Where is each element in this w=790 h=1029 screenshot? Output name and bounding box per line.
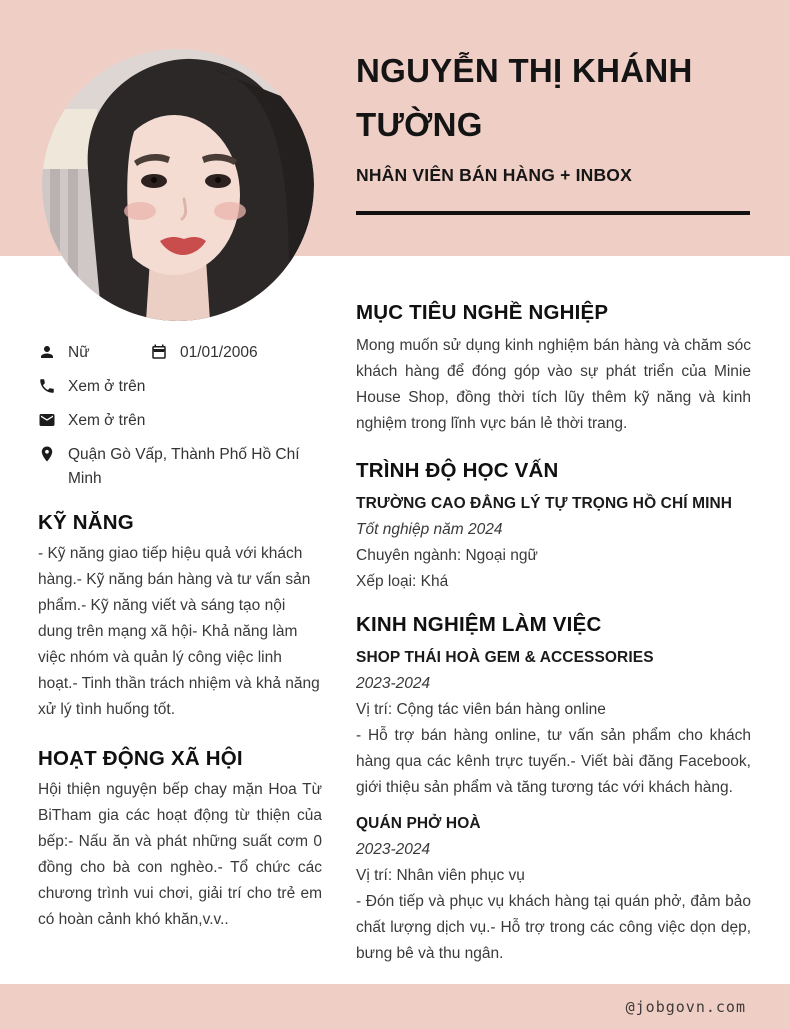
envelope-icon (38, 411, 56, 429)
objective-heading: MỤC TIÊU NGHỀ NGHIỆP (356, 301, 609, 324)
job-company: QUÁN PHỞ HOÀ (356, 815, 481, 832)
social-activities-body: Hội thiện nguyện bếp chay mặn Hoa Từ BiTham gia các hoạt động từ thiện của bếp:- Nấu ăn và phát những suất cơm 0 đồng cho bà con nghèo.- Tổ chức các chương trình vui chơi, giải trí cho trẻ em có hoàn cảnh khó khăn,v.v.. (38, 781, 322, 928)
skills-heading: KỸ NĂNG (38, 511, 134, 534)
phone-value: Xem ở trên (68, 378, 146, 395)
footer-bar (0, 984, 790, 1029)
header-text-block (356, 44, 752, 215)
left-column (38, 341, 322, 933)
education-heading: TRÌNH ĐỘ HỌC VẤN (356, 459, 559, 482)
profile-photo (42, 49, 314, 321)
contact-phone (38, 375, 322, 399)
person-icon (38, 343, 56, 361)
education-section (356, 457, 751, 595)
header-divider (356, 211, 750, 215)
location-pin-icon (38, 445, 56, 463)
job-company: SHOP THÁI HOÀ GEM & ACCESSORIES (356, 649, 654, 666)
address-value: Quận Gò Vấp, Thành Phố Hồ Chí Minh (68, 446, 300, 487)
job-description: - Đón tiếp và phục vụ khách hàng tại quán phở, đảm bảo chất lượng dịch vụ.- Hỗ trợ trong các công việc dọn dẹp, bưng bê và thu ngân. (356, 893, 751, 962)
contact-email (38, 409, 322, 433)
contact-address (38, 443, 322, 491)
contact-dob (150, 341, 258, 365)
contact-row-gender-dob (38, 341, 322, 365)
phone-icon (38, 377, 56, 395)
candidate-name: NGUYỄN THỊ KHÁNH TƯỜNG (356, 52, 693, 143)
education-major: Chuyên ngành: Ngoại ngữ (356, 547, 538, 564)
job-title: NHÂN VIÊN BÁN HÀNG + INBOX (356, 165, 632, 185)
watermark-text: @jobgovn.com (625, 997, 746, 1016)
contact-gender (38, 341, 150, 365)
calendar-icon (150, 343, 168, 361)
education-school: TRƯỜNG CAO ĐẲNG LÝ TỰ TRỌNG HỒ CHÍ MINH (356, 495, 733, 512)
email-value: Xem ở trên (68, 412, 146, 429)
job-period: 2023-2024 (356, 675, 431, 692)
profile-photo-illustration (42, 49, 314, 321)
social-activities-heading: HOẠT ĐỘNG XÃ HỘI (38, 747, 243, 770)
experience-heading: KINH NGHIỆM LÀM VIỆC (356, 613, 602, 636)
education-period: Tốt nghiệp năm 2024 (356, 521, 503, 538)
job-period: 2023-2024 (356, 841, 431, 858)
experience-section (356, 611, 751, 967)
job-entry (356, 811, 751, 967)
gender-value: Nữ (68, 344, 90, 361)
skills-body: - Kỹ năng giao tiếp hiệu quả với khách hàng.- Kỹ năng bán hàng và tư vấn sản phẩm.- Kỹ năng viết và sáng tạo nội dung trên mạng xã hội- Khả năng làm việc nhóm và quản lý công việc linh hoạt.- Tinh thần trách nhiệm và khả năng xử lý tình huống tốt. (38, 545, 320, 718)
education-grade: Xếp loại: Khá (356, 573, 449, 590)
right-column (356, 299, 751, 967)
dob-value: 01/01/2006 (180, 344, 258, 361)
objective-body: Mong muốn sử dụng kinh nghiệm bán hàng và chăm sóc khách hàng để đóng góp vào sự phát triển của Minie House Shop, đồng thời tích lũy thêm kỹ năng và kinh nghiệm trong lĩnh vực bán lẻ thời trang. (356, 337, 751, 432)
job-position: Vị trí: Nhân viên phục vụ (356, 867, 525, 884)
job-position: Vị trí: Cộng tác viên bán hàng online (356, 701, 606, 718)
job-description: - Hỗ trợ bán hàng online, tư vấn sản phẩm cho khách hàng qua các kênh trực tuyến.- Viết bài đăng Facebook, giới thiệu sản phẩm và tăng tương tác với khách hàng. (356, 727, 751, 796)
job-entry (356, 645, 751, 801)
